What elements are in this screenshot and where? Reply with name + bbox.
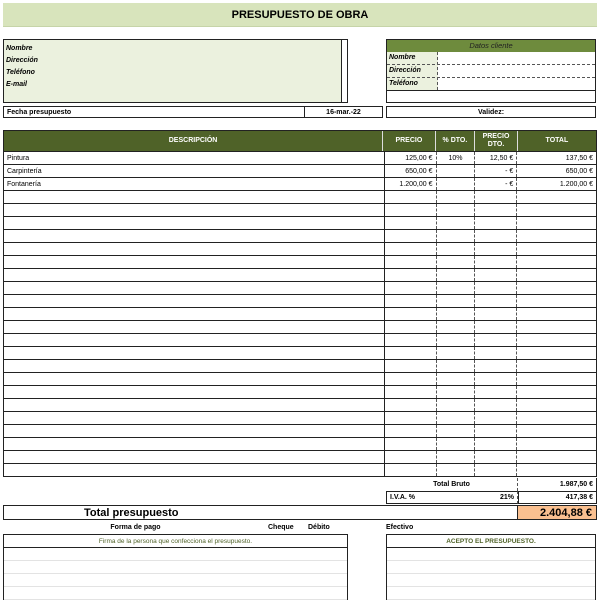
cell-dto[interactable] xyxy=(437,165,476,177)
cell-dto[interactable] xyxy=(437,178,476,190)
cell-desc[interactable]: Carpintería xyxy=(4,165,385,177)
cell-total[interactable] xyxy=(517,243,596,255)
table-row xyxy=(4,386,596,399)
cell-dto[interactable]: 10% xyxy=(437,152,476,164)
cell-precio_dto[interactable] xyxy=(475,308,517,320)
cell-desc[interactable]: Pintura xyxy=(4,152,385,164)
table-row xyxy=(4,425,596,438)
cell-dto[interactable] xyxy=(437,451,476,463)
validez-box xyxy=(386,106,596,118)
table-row xyxy=(4,282,596,295)
table-header xyxy=(3,130,597,152)
cell-precio[interactable] xyxy=(385,295,437,307)
cell-total[interactable] xyxy=(517,425,596,437)
cell-precio[interactable] xyxy=(385,269,437,281)
cell-total[interactable] xyxy=(517,191,596,203)
cell-precio_dto[interactable] xyxy=(475,256,517,268)
cell-desc[interactable] xyxy=(4,412,385,424)
table-row xyxy=(4,321,596,334)
cell-total[interactable] xyxy=(517,321,596,333)
cell-precio[interactable] xyxy=(385,412,437,424)
cell-desc[interactable] xyxy=(4,386,385,398)
cell-total[interactable] xyxy=(517,347,596,359)
cell-precio_dto[interactable]: 12,50 € xyxy=(475,152,517,164)
cell-precio[interactable] xyxy=(385,204,437,216)
cell-desc[interactable] xyxy=(4,217,385,229)
cell-precio[interactable] xyxy=(385,347,437,359)
cell-precio[interactable] xyxy=(385,230,437,242)
cell-dto[interactable] xyxy=(437,464,476,476)
cell-precio_dto[interactable] xyxy=(475,204,517,216)
cell-precio[interactable] xyxy=(385,386,437,398)
th-descripcion: DESCRIPCIÓN xyxy=(4,131,383,151)
table-row xyxy=(4,204,596,217)
total-bruto-row xyxy=(3,478,597,491)
cell-precio[interactable] xyxy=(385,451,437,463)
cell-dto[interactable] xyxy=(437,373,476,385)
table-body xyxy=(3,152,597,477)
table-row xyxy=(4,217,596,230)
cell-precio_dto[interactable] xyxy=(475,321,517,333)
table-row xyxy=(4,360,596,373)
cell-precio[interactable] xyxy=(385,464,437,476)
cell-total[interactable] xyxy=(517,373,596,385)
cell-precio_dto[interactable] xyxy=(475,217,517,229)
cell-precio[interactable] xyxy=(385,360,437,372)
cell-precio_dto[interactable] xyxy=(475,295,517,307)
table-row xyxy=(4,295,596,308)
cell-dto[interactable] xyxy=(437,269,476,281)
client-direccion-label: Dirección xyxy=(6,57,38,64)
cell-precio[interactable] xyxy=(385,243,437,255)
cell-desc[interactable] xyxy=(4,347,385,359)
cell-total[interactable] xyxy=(517,412,596,424)
table-row xyxy=(4,243,596,256)
cell-precio_dto[interactable] xyxy=(475,269,517,281)
cell-precio[interactable] xyxy=(385,425,437,437)
cell-total[interactable] xyxy=(517,204,596,216)
client-email-label: E-mail xyxy=(6,81,28,88)
cell-precio[interactable] xyxy=(385,308,437,320)
cell-desc[interactable] xyxy=(4,204,385,216)
cell-total[interactable] xyxy=(517,282,596,294)
cell-desc[interactable] xyxy=(4,438,385,450)
cell-total[interactable] xyxy=(517,269,596,281)
cell-desc[interactable] xyxy=(4,295,385,307)
table-row xyxy=(4,308,596,321)
cell-precio[interactable] xyxy=(385,282,437,294)
cell-precio[interactable] xyxy=(385,373,437,385)
cell-dto[interactable] xyxy=(437,204,476,216)
cell-dto[interactable] xyxy=(437,282,476,294)
cell-dto[interactable] xyxy=(437,308,476,320)
total-bruto-label: Total Bruto xyxy=(386,478,518,491)
payment-label: Forma de pago xyxy=(110,523,161,531)
th-total: TOTAL xyxy=(518,131,596,151)
cell-desc[interactable] xyxy=(4,464,385,476)
cell-precio_dto[interactable] xyxy=(475,334,517,346)
signature-left-label: Firma de la persona que confecciona el presupuesto. xyxy=(4,535,347,548)
total-presupuesto-row xyxy=(3,505,597,520)
cell-precio_dto[interactable] xyxy=(475,412,517,424)
cell-dto[interactable] xyxy=(437,243,476,255)
cell-total[interactable] xyxy=(517,399,596,411)
cell-desc[interactable] xyxy=(4,334,385,346)
cell-dto[interactable] xyxy=(437,425,476,437)
cell-dto[interactable] xyxy=(437,347,476,359)
cell-precio_dto[interactable] xyxy=(475,282,517,294)
cell-desc[interactable] xyxy=(4,451,385,463)
cell-precio_dto[interactable] xyxy=(475,360,517,372)
cell-total[interactable]: 650,00 € xyxy=(565,167,593,175)
fecha-value: 16-mar.-22 xyxy=(304,107,382,117)
table-row xyxy=(4,451,596,464)
cell-total[interactable] xyxy=(517,308,596,320)
client-telefono-label: Teléfono xyxy=(6,69,35,76)
client-nombre-label: Nombre xyxy=(6,45,33,52)
cell-precio_dto[interactable]: - € xyxy=(475,165,517,177)
fecha-label: Fecha presupuesto xyxy=(7,108,72,116)
cell-total[interactable] xyxy=(517,256,596,268)
cell-total[interactable] xyxy=(517,230,596,242)
cell-precio[interactable] xyxy=(385,217,437,229)
cell-dto[interactable] xyxy=(437,230,476,242)
cell-total[interactable] xyxy=(517,334,596,346)
table-row xyxy=(4,152,596,165)
validez-label: Validez: xyxy=(477,108,505,116)
table-row xyxy=(4,269,596,282)
fecha-row xyxy=(3,106,383,118)
cell-precio[interactable]: 125,00 € xyxy=(385,152,437,164)
cell-dto[interactable] xyxy=(437,295,476,307)
cell-dto[interactable] xyxy=(437,256,476,268)
cell-precio_dto[interactable] xyxy=(475,230,517,242)
cell-precio[interactable] xyxy=(385,321,437,333)
cell-total[interactable] xyxy=(517,295,596,307)
cell-desc[interactable] xyxy=(4,230,385,242)
cell-desc[interactable] xyxy=(4,425,385,437)
table-row xyxy=(4,438,596,451)
cell-desc[interactable] xyxy=(4,269,385,281)
payment-row xyxy=(3,521,597,533)
datos-cliente-header: Datos cliente xyxy=(387,40,595,52)
table-row xyxy=(4,412,596,425)
cell-total[interactable] xyxy=(517,451,596,463)
cell-precio_dto[interactable] xyxy=(475,347,517,359)
cell-precio[interactable] xyxy=(385,399,437,411)
cell-precio_dto[interactable] xyxy=(475,438,517,450)
cell-precio_dto[interactable] xyxy=(475,386,517,398)
table-row xyxy=(4,347,596,360)
payment-efectivo: Efectivo xyxy=(386,523,414,531)
cell-total[interactable]: 1.200,00 € xyxy=(559,180,593,188)
client-info-box xyxy=(3,39,348,103)
cell-total[interactable] xyxy=(517,386,596,398)
total-bruto-value: 1.987,50 € xyxy=(518,478,597,491)
cell-desc[interactable]: Fontanería xyxy=(4,178,385,190)
cell-desc[interactable] xyxy=(4,373,385,385)
cell-total[interactable] xyxy=(517,438,596,450)
cell-precio[interactable] xyxy=(385,256,437,268)
signature-left-box xyxy=(3,534,348,600)
cell-total[interactable] xyxy=(517,464,596,476)
cell-desc[interactable] xyxy=(4,399,385,411)
cell-desc[interactable] xyxy=(4,191,385,203)
cell-total[interactable]: 137,50 € xyxy=(565,154,593,162)
dc-telefono-label: Teléfono xyxy=(389,80,418,87)
cell-desc[interactable] xyxy=(4,308,385,320)
grid-spacer xyxy=(3,28,597,38)
cell-precio[interactable] xyxy=(385,438,437,450)
th-dto: % DTO. xyxy=(436,131,476,151)
dc-direccion-label: Dirección xyxy=(389,67,421,74)
cell-precio_dto[interactable]: - € xyxy=(475,178,517,190)
cell-dto[interactable] xyxy=(437,217,476,229)
iva-pct: 21% xyxy=(438,491,518,504)
cell-dto[interactable] xyxy=(437,334,476,346)
signature-right-label: ACEPTO EL PRESUPUESTO. xyxy=(387,535,595,548)
table-row xyxy=(4,334,596,347)
iva-value: 417,38 € xyxy=(518,491,597,504)
total-presupuesto-value: 2.404,88 € xyxy=(517,506,596,519)
total-presupuesto-label: Total presupuesto xyxy=(84,506,179,519)
table-row xyxy=(4,230,596,243)
cell-desc[interactable] xyxy=(4,256,385,268)
cell-dto[interactable] xyxy=(437,399,476,411)
cell-precio[interactable]: 650,00 € xyxy=(385,165,437,177)
table-row xyxy=(4,464,596,477)
cell-dto[interactable] xyxy=(437,438,476,450)
cell-dto[interactable] xyxy=(437,386,476,398)
cell-desc[interactable] xyxy=(4,282,385,294)
cell-dto[interactable] xyxy=(437,191,476,203)
iva-label: I.V.A. % xyxy=(386,491,438,504)
datos-cliente-box xyxy=(386,39,596,103)
table-row xyxy=(4,373,596,386)
table-row xyxy=(4,178,596,191)
payment-debito: Débito xyxy=(308,523,330,531)
cell-precio_dto[interactable] xyxy=(475,243,517,255)
th-precio: PRECIO xyxy=(383,131,435,151)
cell-precio_dto[interactable] xyxy=(475,191,517,203)
cell-precio_dto[interactable] xyxy=(475,464,517,476)
cell-precio[interactable] xyxy=(385,334,437,346)
cell-precio[interactable]: 1.200,00 € xyxy=(385,178,437,190)
cell-total[interactable] xyxy=(517,217,596,229)
page-title: PRESUPUESTO DE OBRA xyxy=(3,3,597,27)
table-row xyxy=(4,399,596,412)
signature-right-box xyxy=(386,534,596,600)
dc-nombre-label: Nombre xyxy=(389,54,416,61)
cell-desc[interactable] xyxy=(4,321,385,333)
table-row xyxy=(4,191,596,204)
cell-precio_dto[interactable] xyxy=(475,425,517,437)
cell-precio_dto[interactable] xyxy=(475,451,517,463)
iva-row xyxy=(3,491,597,504)
cell-dto[interactable] xyxy=(437,360,476,372)
cell-total[interactable] xyxy=(517,360,596,372)
cell-dto[interactable] xyxy=(437,412,476,424)
cell-precio_dto[interactable] xyxy=(475,399,517,411)
cell-precio_dto[interactable] xyxy=(475,373,517,385)
cell-precio[interactable] xyxy=(385,191,437,203)
cell-desc[interactable] xyxy=(4,360,385,372)
cell-dto[interactable] xyxy=(437,321,476,333)
cell-desc[interactable] xyxy=(4,243,385,255)
table-row xyxy=(4,256,596,269)
payment-cheque: Cheque xyxy=(268,523,294,531)
table-row xyxy=(4,165,596,178)
th-precio-dto: PRECIO DTO. xyxy=(475,131,518,151)
